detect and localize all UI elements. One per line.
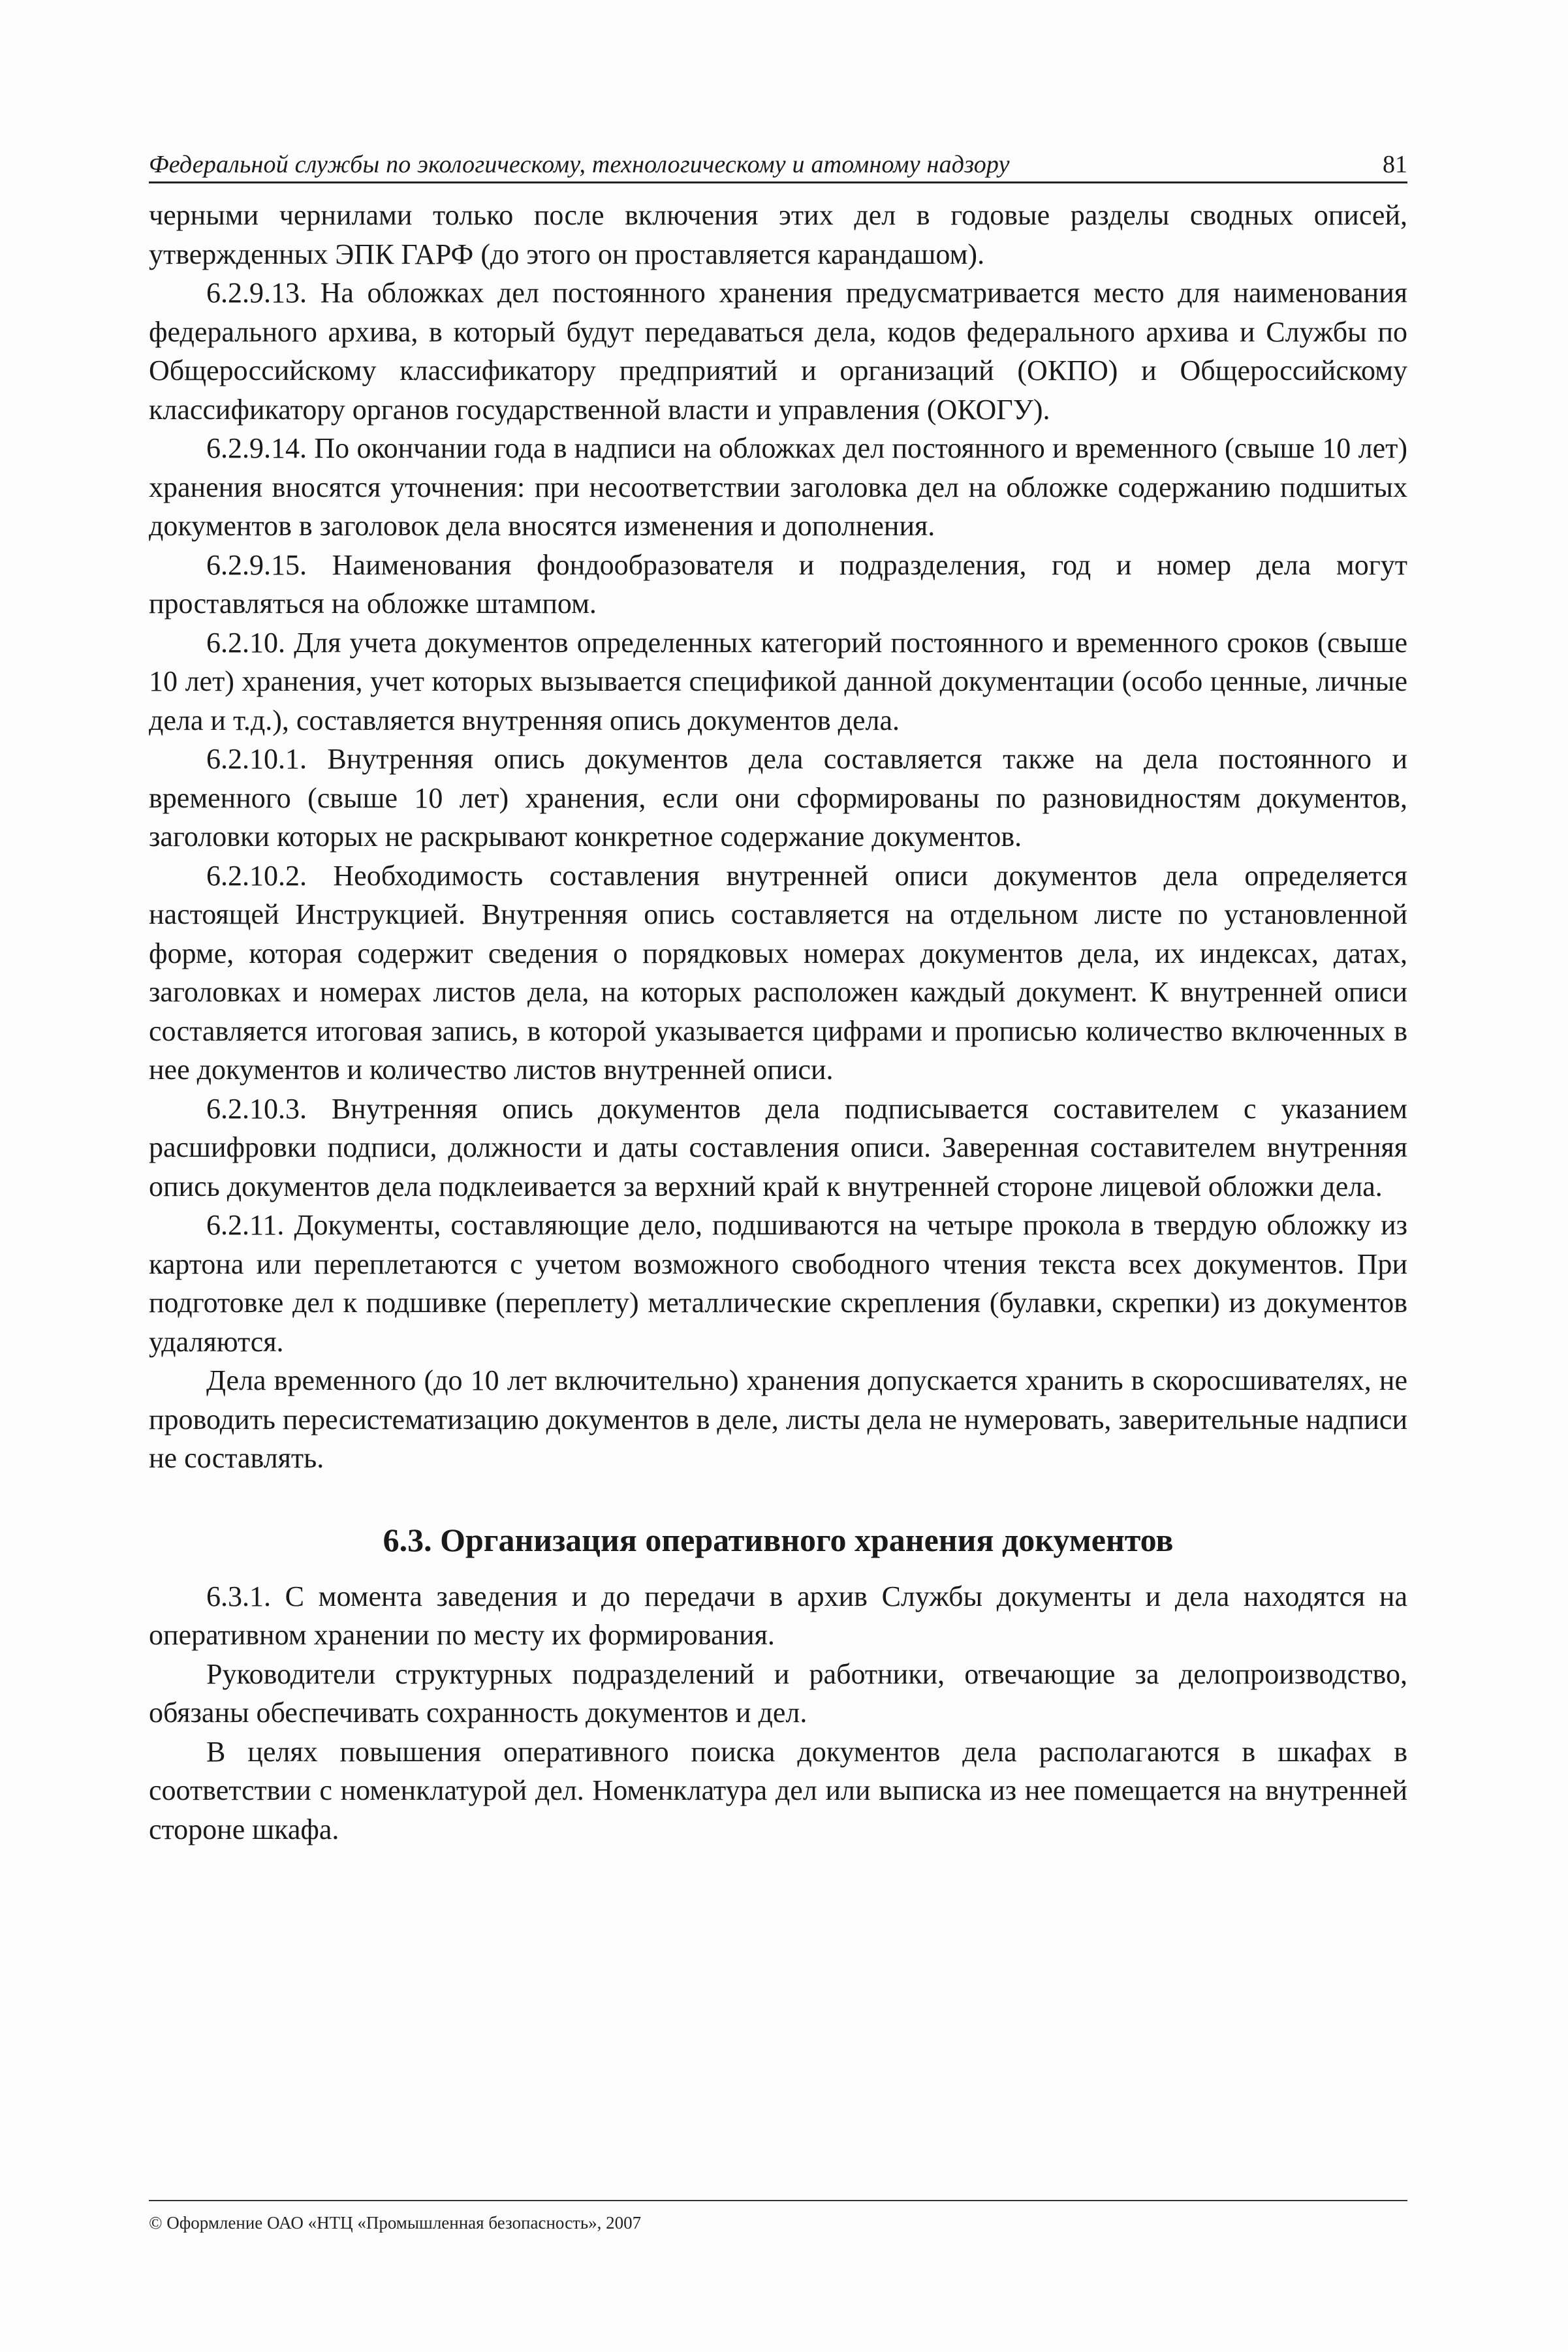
paragraph: 6.2.9.13. На обложках дел постоянного хранения предусматривается место для наименования федерального архива, в который будут передаваться дела, кодов федерального архива и Службы по Общероссийскому классификатору предприятий и организаций (ОКПО) и Общероссийскому классификатору органов государственной власти и управления (ОКОГУ).	[149, 277, 1407, 426]
paragraph: 6.2.10. Для учета документов определенных категорий постоянного и временного сроков (свыше 10 лет) хранения, учет которых вызывается спецификой данной документации (особо ценные, личные дела и т.д.), составляется внутренняя опись документов дела.	[149, 626, 1407, 736]
section-paragraph: В целях повышения оперативного поиска документов дела располагаются в шкафах в соответствии с номенклатурой дел. Номенклатура дел или выписка из нее помещается на внутренней стороне шкафа.	[149, 1735, 1407, 1845]
paragraph: 6.2.11. Документы, составляющие дело, подшиваются на четыре прокола в твердую обложку из картона или переплетаются с учетом возможного свободного чтения текста всех документов. При подготовке дел к подшивке (переплету) металлические скрепления (булавки, скрепки) из документов удаляются.	[149, 1209, 1407, 1358]
section-paragraph: 6.3.1. С момента заведения и до передачи в архив Службы документы и дела находятся на оперативном хранении по месту их формирования.	[149, 1580, 1407, 1651]
paragraph: 6.2.10.2. Необходимость составления внутренней описи документов дела определяется настоящей Инструкцией. Внутренняя опись составляется на отдельном листе по установленной форме, которая содержит сведения о порядковых номерах документов дела, их индексах, датах, заголовках и номерах листов дела, на которых расположен каждый документ. К внутренней описи составляется итоговая запись, в которой указывается цифрами и прописью количество включенных в нее документов и количество листов внутренней описи.	[149, 859, 1407, 1086]
paragraph: 6.2.9.15. Наименования фондообразователя и подразделения, год и номер дела могут проставляться на обложке штампом.	[149, 548, 1407, 619]
paragraph: 6.2.9.14. По окончании года в надписи на обложках дел постоянного и временного (свыше 10 лет) хранения вносятся уточнения: при несоответствии заголовка дел на обложке содержанию подшитых документов в заголовок дела вносятся изменения и дополнения.	[149, 432, 1407, 542]
paragraph: 6.2.10.1. Внутренняя опись документов дела составляется также на дела постоянного и временного (свыше 10 лет) хранения, если они сформированы по разновидностям документов, заголовки которых не раскрывают конкретное содержание документов.	[149, 743, 1407, 853]
section-paragraph: Руководители структурных подразделений и работники, отвечающие за делопроизводство, обязаны обеспечивать сохранность документов и дел.	[149, 1657, 1407, 1729]
copyright-note: © Оформление ОАО «НТЦ «Промышленная безопасность», 2007	[149, 2213, 642, 2233]
paragraph: черными чернилами только после включения этих дел в годовые разделы сводных описей, утвержденных ЭПК ГАРФ (до этого он проставляется карандашом).	[149, 199, 1407, 270]
paragraph: Дела временного (до 10 лет включительно) хранения допускается хранить в скоросшивателях, не проводить пересистематизацию документов в деле, листы дела не нумеровать, заверительные надписи не составлять.	[149, 1364, 1407, 1474]
section-heading: 6.3. Организация оперативного хранения документов	[383, 1521, 1174, 1558]
paragraph: 6.2.10.3. Внутренняя опись документов дела подписывается составителем с указанием расшифровки подписи, должности и даты составления описи. Заверенная составителем внутренняя опись документов дела подклеивается за верхний край к внутренней стороне лицевой обложки дела.	[149, 1092, 1407, 1202]
body-text	[149, 196, 1407, 1849]
page-number: 81	[1383, 151, 1407, 178]
running-header	[149, 142, 1407, 183]
running-header-title: Федеральной службы по экологическому, технологическому и атомному надзору	[149, 151, 1010, 178]
footer-divider	[149, 2200, 1407, 2201]
page-footer	[149, 2200, 1407, 2234]
